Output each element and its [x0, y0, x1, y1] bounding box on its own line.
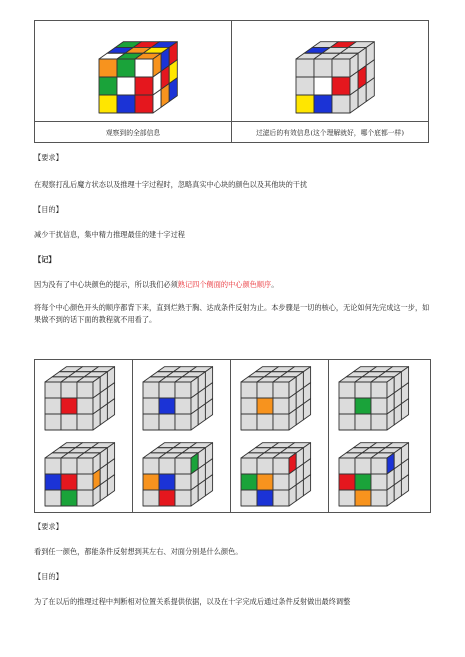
cube-sticker-front	[159, 398, 175, 414]
caption-left: 观察到的全部信息	[35, 122, 232, 143]
filtered-cube-image	[232, 21, 428, 121]
cube-sticker-front	[339, 458, 355, 474]
cube-sticker-front	[99, 77, 117, 95]
purpose-text-2: 为了在以后的推理过程中判断相对位置关系提供依据，以及在十字完成后通过条件反射做出最终调整	[34, 597, 351, 606]
cube-sticker-front	[61, 474, 77, 490]
purpose-heading-2: 【目的】	[34, 572, 63, 581]
cube-sticker-front	[355, 382, 371, 398]
cube-sticker-front	[77, 382, 93, 398]
cube-sticker-front	[61, 398, 77, 414]
cube-sticker-front	[45, 474, 61, 490]
cube	[241, 367, 311, 430]
memo-text	[34, 280, 278, 290]
cube-sticker-front	[143, 398, 159, 414]
cube-sticker-front	[371, 474, 387, 490]
requirement-heading-1: 【要求】	[34, 153, 63, 162]
cube-sticker-front	[314, 59, 332, 77]
cube-sticker-front	[332, 77, 350, 95]
cube-sticker-front	[77, 414, 93, 430]
cube-sticker-front	[99, 95, 117, 113]
cube-sticker-front	[45, 398, 61, 414]
cube-sticker-front	[339, 398, 355, 414]
memo-heading: 【记】	[34, 255, 56, 264]
cube-sticker-front	[257, 474, 273, 490]
cube-sticker-front	[117, 95, 135, 113]
cube-sticker-front	[257, 382, 273, 398]
practice-text: 将每个中心颜色开头的顺序都背下来，直到烂熟于胸、达成条件反射为止。本步骤是一切的核心，无论如何先完成这一步，如果做不到的话下面的教程就不用看了。	[34, 303, 430, 324]
cube-sticker-front	[159, 458, 175, 474]
cube-sticker-front	[332, 95, 350, 113]
cube-sticker-front	[257, 458, 273, 474]
requirement-text-2: 看到任一颜色，都能条件反射想到其左右、对面分别是什么颜色。	[34, 547, 243, 556]
center-orientation-grid	[34, 359, 431, 513]
cube	[241, 443, 311, 506]
cube-sticker-front	[61, 414, 77, 430]
cube-sticker-front	[273, 414, 289, 430]
cube-sticker-front	[117, 59, 135, 77]
cube-sticker-front	[339, 474, 355, 490]
cube-sticker-front	[371, 490, 387, 506]
cube	[143, 367, 213, 430]
comparison-table	[34, 20, 429, 143]
filtered-info-cell	[232, 21, 429, 122]
cube-sticker-front	[143, 458, 159, 474]
cube-sticker-front	[355, 398, 371, 414]
cube-sticker-front	[296, 59, 314, 77]
cube-sticker-front	[143, 414, 159, 430]
cube-sticker-front	[241, 458, 257, 474]
cube-sticker-front	[371, 382, 387, 398]
cube-sticker-front	[175, 382, 191, 398]
cube-sticker-front	[371, 458, 387, 474]
purpose-text-1: 减少干扰信息，集中精力推理最佳的建十字过程	[34, 230, 185, 239]
cube-sticker-front	[273, 398, 289, 414]
memo-text-highlight: 熟记四个侧面的中心颜色顺序	[177, 280, 272, 289]
cube-sticker-front	[273, 458, 289, 474]
cube-sticker-front	[61, 490, 77, 506]
cube-sticker-front	[77, 398, 93, 414]
cube-sticker-front	[77, 458, 93, 474]
cube-sticker-front	[61, 458, 77, 474]
cube-sticker-front	[371, 414, 387, 430]
cube-sticker-front	[175, 398, 191, 414]
cube	[45, 367, 115, 430]
requirement-heading-2: 【要求】	[34, 522, 63, 531]
cube-sticker-front	[45, 458, 61, 474]
cube-sticker-front	[332, 59, 350, 77]
caption-right: 过滤后的有效信息(这个理解就好，哪个底都一样)	[232, 122, 429, 143]
cube-sticker-front	[61, 382, 77, 398]
cube-sticker-front	[257, 414, 273, 430]
cube-sticker-front	[45, 382, 61, 398]
cube-sticker-front	[371, 398, 387, 414]
cube	[339, 367, 409, 430]
cube-sticker-front	[99, 59, 117, 77]
cube-sticker-front	[175, 414, 191, 430]
cube-sticker-front	[175, 490, 191, 506]
cube-sticker-front	[159, 414, 175, 430]
cube-sticker-front	[159, 490, 175, 506]
scrambled-cube-image	[35, 21, 231, 121]
purpose-heading-1: 【目的】	[34, 205, 63, 214]
cube	[296, 42, 374, 113]
cube-sticker-front	[355, 458, 371, 474]
cube-diagrams	[35, 360, 430, 512]
cube-sticker-front	[339, 414, 355, 430]
cube-sticker-front	[77, 490, 93, 506]
cube-sticker-front	[314, 95, 332, 113]
cube-sticker-front	[77, 474, 93, 490]
cube-sticker-front	[143, 474, 159, 490]
cube-sticker-front	[159, 474, 175, 490]
cube-sticker-front	[273, 382, 289, 398]
cube-sticker-front	[135, 95, 153, 113]
cube-sticker-front	[135, 59, 153, 77]
cube-sticker-front	[241, 474, 257, 490]
cube	[99, 42, 177, 113]
cube-sticker-front	[273, 490, 289, 506]
cube-sticker-front	[355, 490, 371, 506]
cube-sticker-front	[296, 95, 314, 113]
cube-sticker-front	[339, 382, 355, 398]
cube-sticker-front	[175, 474, 191, 490]
cube-sticker-front	[159, 382, 175, 398]
cube-sticker-front	[175, 458, 191, 474]
cube-sticker-front	[45, 490, 61, 506]
cube-sticker-front	[143, 490, 159, 506]
cube-sticker-front	[257, 490, 273, 506]
memo-text-after: 。	[271, 280, 279, 289]
cube-sticker-front	[241, 490, 257, 506]
cube-sticker-front	[143, 382, 159, 398]
cube-sticker-front	[45, 414, 61, 430]
cube-sticker-front	[314, 77, 332, 95]
memo-text-before: 因为没有了中心块颜色的提示，所以我们必须	[34, 280, 178, 289]
cube-sticker-front	[241, 414, 257, 430]
cube-sticker-front	[241, 382, 257, 398]
cube-sticker-front	[355, 414, 371, 430]
cube-sticker-front	[135, 77, 153, 95]
cube	[339, 443, 409, 506]
requirement-text-1: 在观察打乱后魔方状态以及推理十字过程时，忽略真实中心块的颜色以及其他块的干扰	[34, 180, 308, 189]
cube-sticker-front	[296, 77, 314, 95]
cube-sticker-front	[257, 398, 273, 414]
cube	[143, 443, 213, 506]
cube	[45, 443, 115, 506]
cube-sticker-front	[339, 490, 355, 506]
full-info-cell	[35, 21, 232, 122]
cube-sticker-front	[117, 77, 135, 95]
cube-sticker-front	[355, 474, 371, 490]
cube-sticker-front	[241, 398, 257, 414]
cube-sticker-front	[273, 474, 289, 490]
